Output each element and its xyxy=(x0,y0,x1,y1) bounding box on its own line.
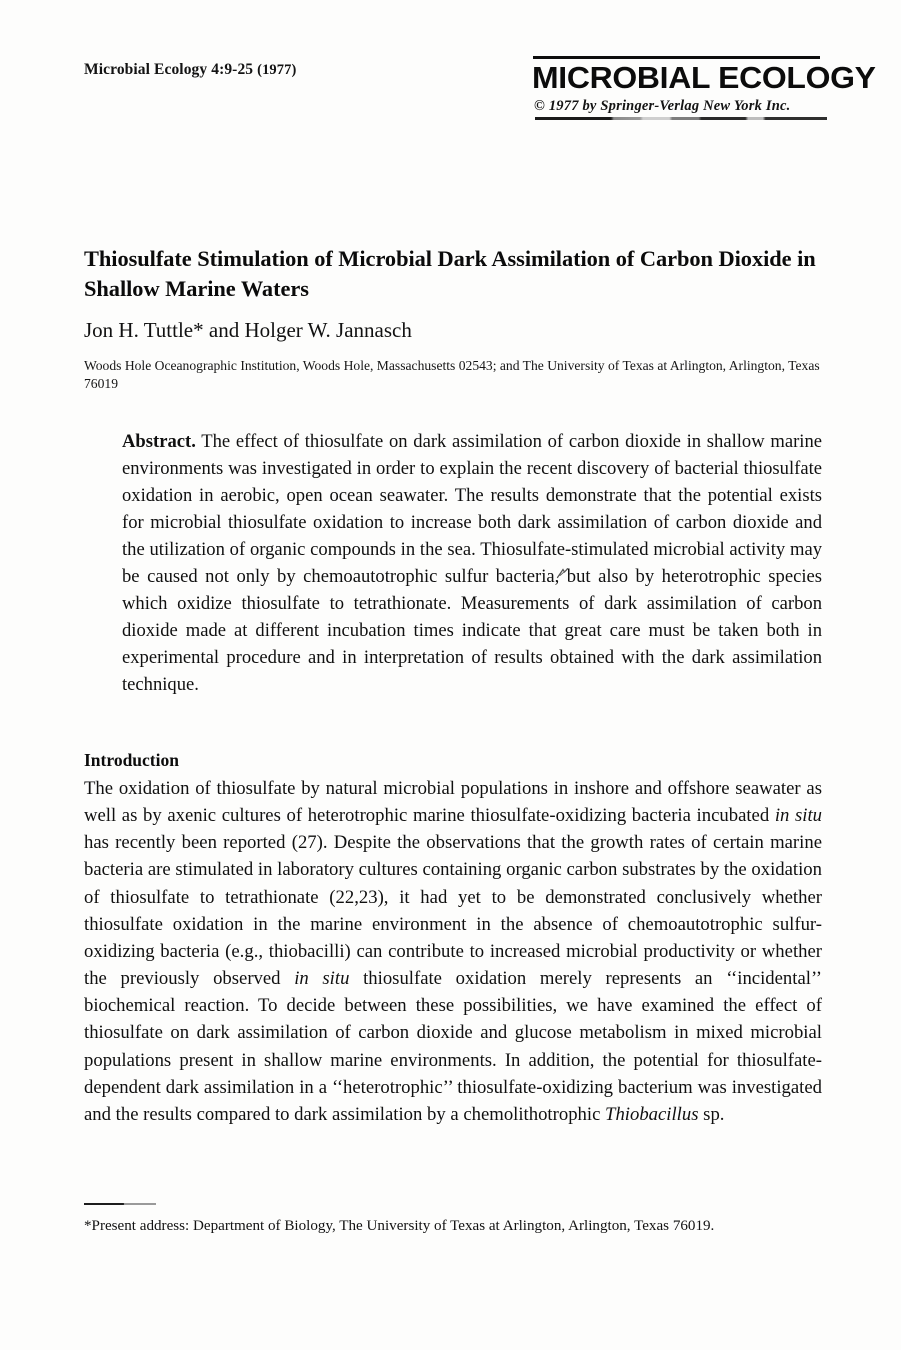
footnote-separator-rule xyxy=(84,1203,156,1205)
section-heading-introduction: Introduction xyxy=(84,749,179,770)
article-authors: Jon H. Tuttle* and Holger W. Jannasch xyxy=(84,318,412,342)
journal-reference xyxy=(84,61,296,79)
masthead-title: MICROBIAL ECOLOGY xyxy=(532,60,876,95)
article-title: Thiosulfate Stimulation of Microbial Dark Assimilation of Carbon Dioxide in Shallow Marine Waters xyxy=(84,246,816,301)
journal-reference-citation: Microbial Ecology 4:9-25 xyxy=(84,61,254,78)
intro-text-part-4: sp. xyxy=(698,1103,725,1125)
intro-text-part-2: has recently been reported (27). Despite the observations that the growth rates of certain marine bacteria are stimulated in laboratory cultures containing organic carbon substrates by the oxidation of thiosulfate to tetrathionate (22,23), it had yet to be demonstrated conclusively whether thiosulfate oxidation in the marine environment in the absence of chemoautotrophic sulfur-oxidizing bacteria (e.g., thiobacilli) can contribute to increased microbial productivity or whether the previously observed xyxy=(84,832,822,990)
journal-masthead xyxy=(532,56,876,120)
journal-reference-year: (1977) xyxy=(257,62,297,78)
intro-italic-in-situ-1: in situ xyxy=(774,805,822,827)
intro-text-part-3: thiosulfate oxidation merely represents an ‘‘incidental’’ biochemical reaction. To decide between these possibilities, we have examined the effect of thiosulfate on dark assimilation of carbon dioxide and glucose metabolism in mixed microbial populations present in shallow marine environments. In addition, the potential for thiosulfate-dependent dark assimilation in a ‘‘heterotrophic’’ thiosulfate-oxidizing bacterium was investigated and the results compared to dark assimilation by a chemolithotrophic xyxy=(84,968,822,1125)
intro-text-part-1: The oxidation of thiosulfate by natural microbial populations in inshore and offshore seawater as well as by axenic cultures of heterotrophic marine thiosulfate-oxidizing bacteria incubated xyxy=(84,778,822,827)
intro-italic-in-situ-2: in situ xyxy=(294,968,350,990)
abstract-section xyxy=(122,428,822,698)
author-affiliation: Woods Hole Oceanographic Institution, Woods Hole, Massachusetts 02543; and The University of Texas at Arlington, Arlington, Texas 76019 xyxy=(84,358,820,392)
masthead-top-rule xyxy=(533,56,820,59)
intro-italic-thiobacillus: Thiobacillus xyxy=(605,1103,699,1125)
abstract-label: Abstract. xyxy=(122,431,196,452)
introduction-paragraph xyxy=(84,775,822,1128)
masthead-copyright: © 1977 by Springer-Verlag New York Inc. xyxy=(534,97,791,114)
abstract-text: The effect of thiosulfate on dark assimilation of carbon dioxide in shallow marine environments was investigated in order to explain the recent discovery of bacterial thiosulfate oxidation in aerobic, open ocean seawater. The results demonstrate that the potential exists for microbial thiosulfate oxidation to increase both dark assimilation of carbon dioxide and the utilization of organic compounds in the sea. Thiosulfate-stimulated microbial activity may be caused not only by chemoautotrophic sulfur bacteria, but also by heterotrophic species which oxidize thiosulfate to tetrathionate. Measurements of dark assimilation of carbon dioxide made at different incubation times indicate that great care must be taken both in experimental procedure and in interpretation of results obtained with the dark assimilation technique. xyxy=(122,431,822,696)
masthead-bottom-rule xyxy=(535,117,827,120)
footnote-present-address: *Present address: Department of Biology, The University of Texas at Arlington, Arlington, Texas 76019. xyxy=(84,1218,715,1234)
